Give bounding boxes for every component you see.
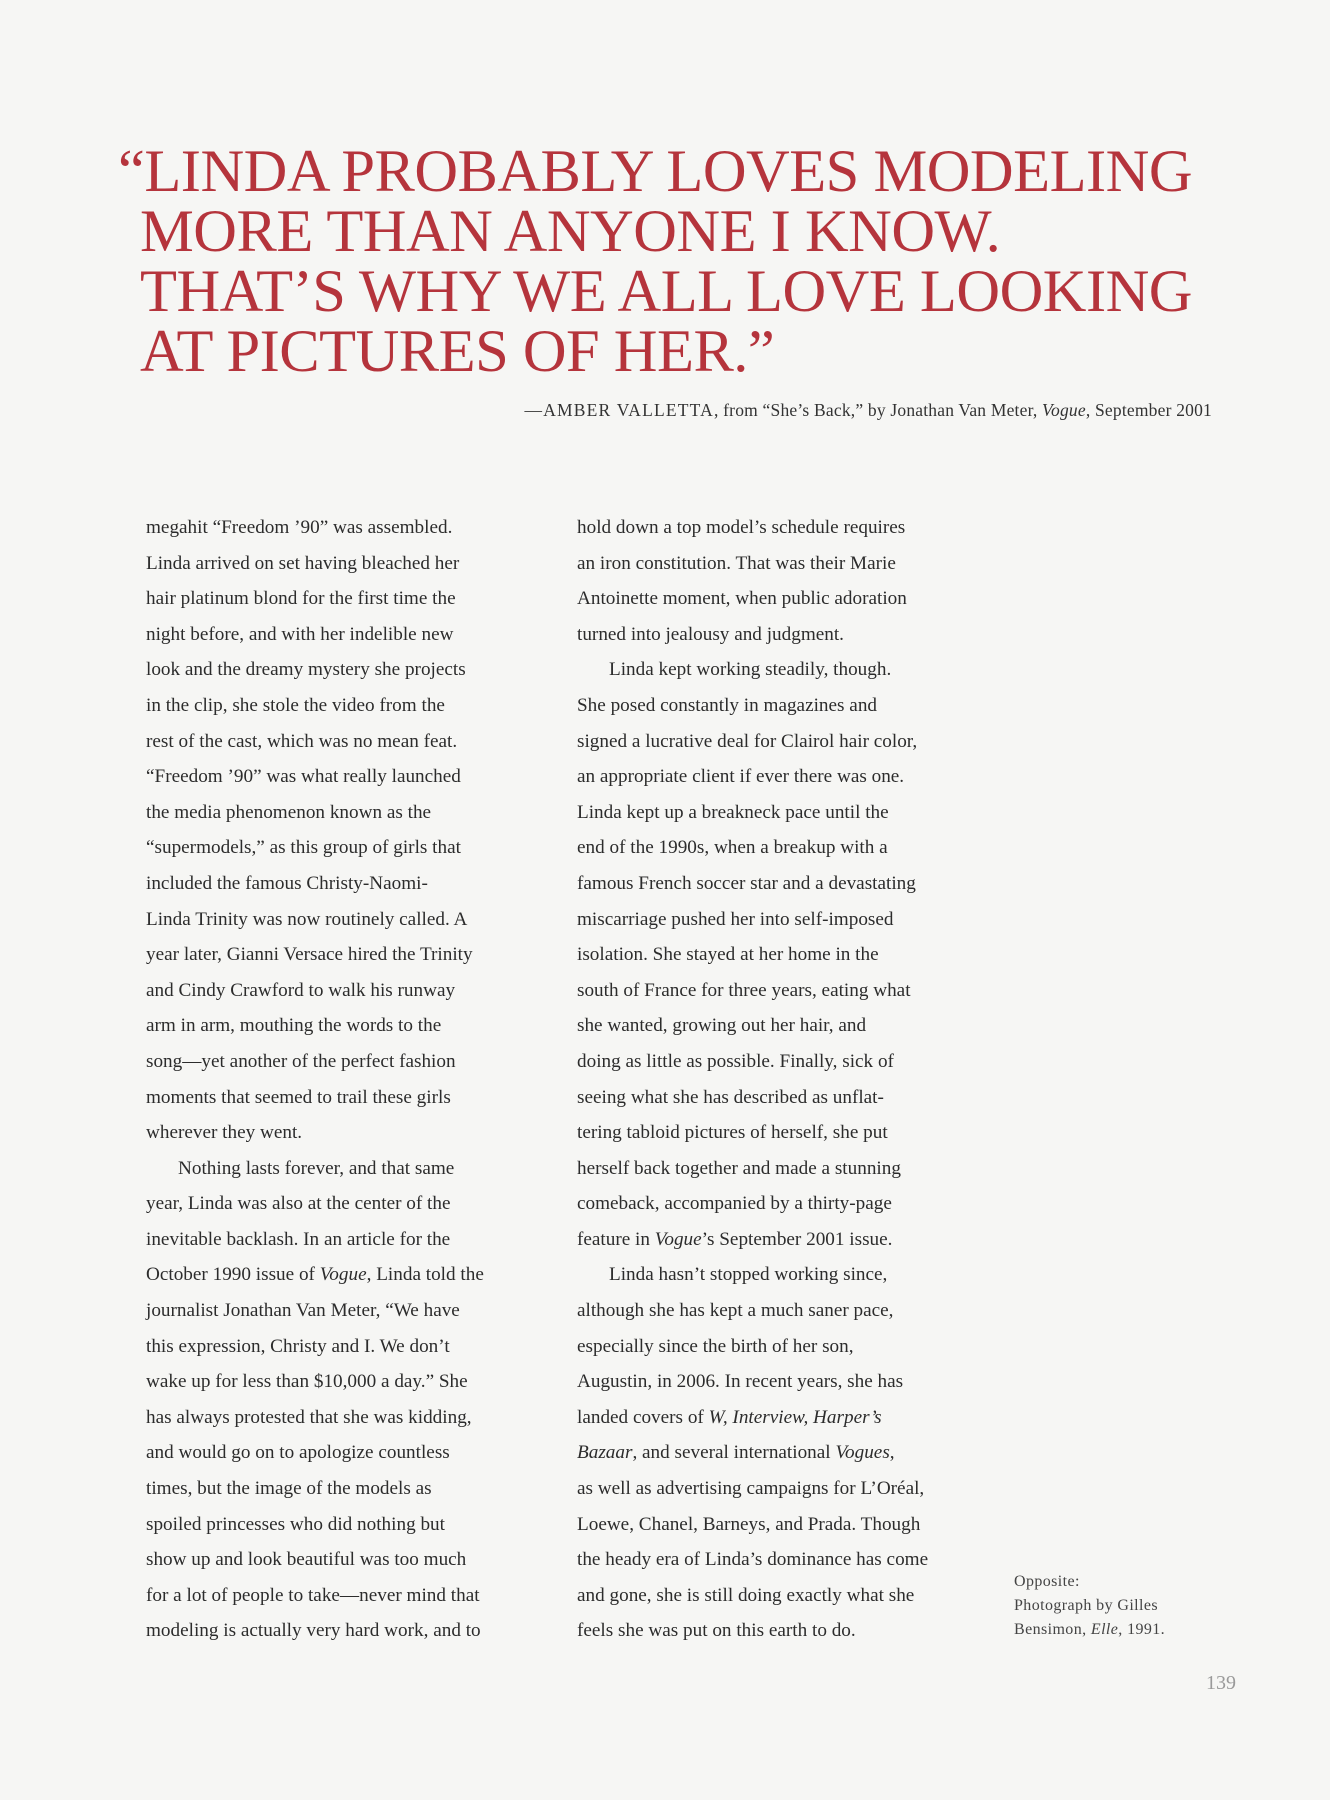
- text-line: October 1990 issue of Vogue, Linda told the: [146, 1264, 484, 1286]
- text-line: included the famous Christy-Naomi-: [146, 872, 428, 894]
- magazine-title: Vogues: [835, 1442, 890, 1464]
- text-line: although she has kept a much saner pace,: [577, 1300, 894, 1322]
- text-line: and would go on to apologize countless: [146, 1442, 450, 1464]
- caption-line: Bensimon, Elle, 1991.: [1014, 1621, 1166, 1638]
- text-line: signed a lucrative deal for Clairol hair color,: [577, 730, 918, 752]
- text-line: Bazaar, and several international Vogues,: [577, 1442, 895, 1464]
- text-line: she wanted, growing out her hair, and: [577, 1015, 867, 1037]
- body-column-right: [577, 510, 977, 1649]
- text-line: in the clip, she stole the video from the: [146, 694, 445, 716]
- text-line: moments that seemed to trail these girls: [146, 1086, 451, 1108]
- text-line: Linda kept up a breakneck pace until the: [577, 801, 889, 823]
- pull-quote-line: AT PICTURES OF HER.”: [140, 318, 775, 385]
- text-line: for a lot of people to take—never mind that: [146, 1584, 480, 1606]
- magazine-title: Bazaar: [577, 1442, 633, 1464]
- text-line: megahit “Freedom ’90” was assembled.: [146, 517, 453, 538]
- text-line: She posed constantly in magazines and: [577, 694, 878, 716]
- text-line: the heady era of Linda’s dominance has come: [577, 1549, 929, 1571]
- text-line: end of the 1990s, when a breakup with a: [577, 837, 888, 859]
- text-line: south of France for three years, eating what: [577, 979, 911, 1001]
- attribution-magazine: Vogue: [1042, 400, 1086, 420]
- text-line: the media phenomenon known as the: [146, 801, 432, 823]
- text-line: look and the dreamy mystery she projects: [146, 659, 466, 681]
- paragraph: [146, 510, 546, 1151]
- paragraph: [577, 652, 977, 1257]
- page-number: 139: [1206, 1672, 1236, 1694]
- text-line: as well as advertising campaigns for L’Oréal,: [577, 1478, 925, 1500]
- body-column-left: [146, 510, 546, 1649]
- text-line: herself back together and made a stunning: [577, 1157, 901, 1179]
- text-line: song—yet another of the perfect fashion: [146, 1050, 456, 1072]
- text-line: Nothing lasts forever, and that same: [178, 1157, 455, 1179]
- text-line: has always protested that she was kidding,: [146, 1406, 472, 1428]
- text-line: Linda kept working steadily, though.: [609, 659, 892, 681]
- paragraph: [577, 1257, 977, 1649]
- text-line: inevitable backlash. In an article for the: [146, 1228, 451, 1250]
- pull-quote-line: MORE THAN ANYONE I KNOW.: [140, 198, 1001, 265]
- text-line: Linda Trinity was now routinely called. A: [146, 908, 468, 930]
- text-line: doing as little as possible. Finally, sick of: [577, 1050, 894, 1072]
- text-line: feature in Vogue’s September 2001 issue.: [577, 1228, 893, 1250]
- text-line: year later, Gianni Versace hired the Trinity: [146, 944, 473, 966]
- text-line: comeback, accompanied by a thirty-page: [577, 1193, 892, 1215]
- text-line: spoiled princesses who did nothing but: [146, 1513, 445, 1535]
- caption-line: Opposite:: [1014, 1573, 1080, 1590]
- text-line: and Cindy Crawford to walk his runway: [146, 979, 456, 1001]
- text-line: journalist Jonathan Van Meter, “We have: [146, 1300, 460, 1322]
- pull-quote: [118, 138, 1228, 385]
- text-line: rest of the cast, which was no mean feat.: [146, 730, 458, 752]
- text-line: turned into jealousy and judgment.: [577, 623, 844, 645]
- text-line: especially since the birth of her son,: [577, 1335, 854, 1357]
- text-line: “supermodels,” as this group of girls that: [146, 837, 461, 859]
- text-line: wherever they went.: [146, 1122, 303, 1144]
- text-line: isolation. She stayed at her home in the: [577, 944, 879, 966]
- text-line: and gone, she is still doing exactly what she: [577, 1584, 915, 1606]
- pull-quote-line: “LINDA PROBABLY LOVES MODELING: [118, 138, 1193, 205]
- text-line: Loewe, Chanel, Barneys, and Prada. Though: [577, 1513, 921, 1535]
- caption-line: Photograph by Gilles: [1014, 1597, 1158, 1614]
- text-line: feels she was put on this earth to do.: [577, 1620, 856, 1642]
- text-line: seeing what she has described as unflat-: [577, 1086, 884, 1108]
- text-line: Linda arrived on set having bleached her: [146, 552, 460, 574]
- text-line: Augustin, in 2006. In recent years, she has: [577, 1371, 904, 1393]
- text-line: Antoinette moment, when public adoration: [577, 588, 907, 610]
- attribution-source: , from “She’s Back,” by Jonathan Van Meter,: [714, 400, 1043, 420]
- text-line: times, but the image of the models as: [146, 1478, 432, 1500]
- magazine-title: Elle: [1090, 1621, 1119, 1638]
- text-line: “Freedom ’90” was what really launched: [146, 766, 461, 788]
- magazine-title: Vogue: [654, 1228, 702, 1250]
- photo-caption: [1014, 1570, 1165, 1642]
- text-line: hold down a top model’s schedule requires: [577, 517, 906, 538]
- text-line: night before, and with her indelible new: [146, 623, 454, 645]
- paragraph: [577, 510, 977, 652]
- text-line: tering tabloid pictures of herself, she put: [577, 1122, 888, 1144]
- text-line: hair platinum blond for the first time the: [146, 588, 456, 610]
- text-line: year, Linda was also at the center of the: [146, 1193, 451, 1215]
- pull-quote-line: THAT’S WHY WE ALL LOVE LOOKING: [140, 258, 1192, 325]
- magazine-title: Vogue: [319, 1264, 367, 1286]
- text-line: show up and look beautiful was too much: [146, 1549, 467, 1571]
- paragraph: [146, 1151, 546, 1649]
- text-line: an appropriate client if ever there was one.: [577, 766, 905, 788]
- text-line: arm in arm, mouthing the words to the: [146, 1015, 442, 1037]
- text-line: an iron constitution. That was their Marie: [577, 552, 896, 574]
- magazine-titles: W, Interview, Harper’s: [708, 1406, 882, 1428]
- quote-attribution: [525, 400, 1213, 421]
- text-line: Linda hasn’t stopped working since,: [609, 1264, 888, 1286]
- text-line: landed covers of W, Interview, Harper’s: [577, 1406, 882, 1428]
- attribution-date: , September 2001: [1085, 400, 1212, 420]
- text-line: famous French soccer star and a devastating: [577, 872, 916, 894]
- text-line: miscarriage pushed her into self-imposed: [577, 908, 894, 930]
- text-line: wake up for less than $10,000 a day.” She: [146, 1371, 468, 1393]
- attribution-name: —AMBER VALLETTA: [524, 400, 714, 420]
- text-line: this expression, Christy and I. We don’t: [146, 1335, 450, 1357]
- text-line: modeling is actually very hard work, and to: [146, 1620, 481, 1642]
